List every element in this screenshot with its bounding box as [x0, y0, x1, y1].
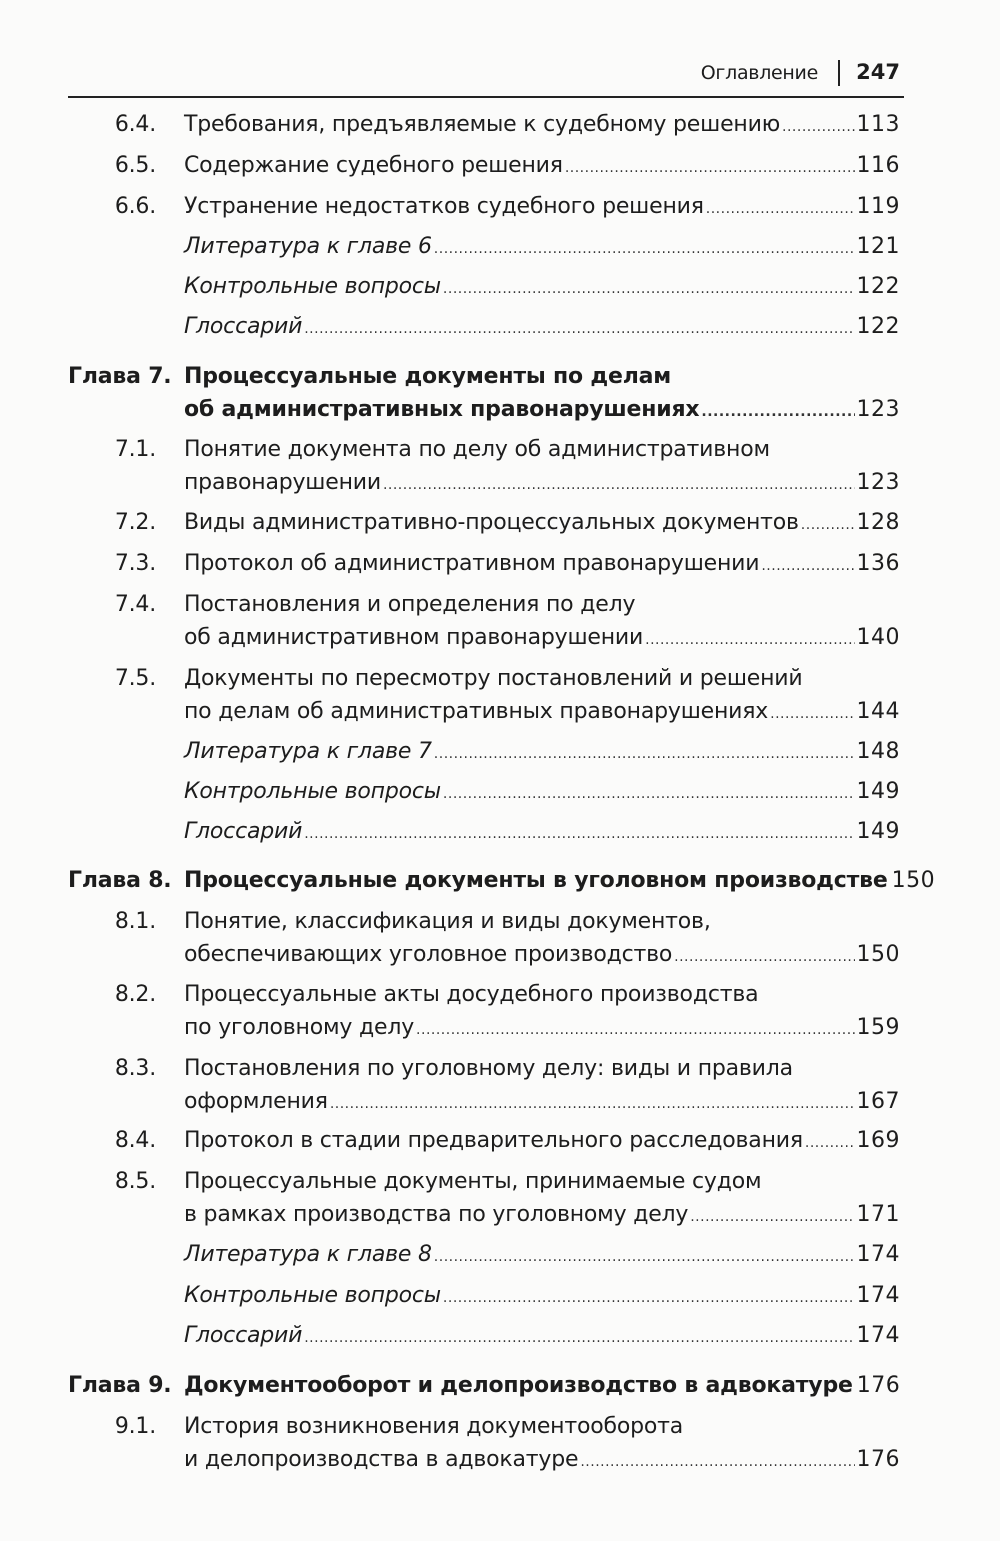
toc-entry-title: и делопроизводства в адвокатуре [184, 1447, 579, 1472]
toc-entry-page: 159 [856, 1015, 900, 1040]
toc-entry-title: Документы по пересмотру постановлений и решений [184, 666, 803, 691]
toc-entry-page: 122 [856, 274, 900, 299]
dot-leader [330, 1096, 855, 1112]
toc-entry-number: Глава 8. [68, 868, 172, 893]
toc-entry-page: 149 [856, 819, 900, 844]
toc-entry-number: 8.1. [114, 909, 156, 934]
dot-leader [782, 119, 854, 135]
toc-entry-number: 7.5. [114, 666, 156, 691]
dot-leader [801, 517, 855, 533]
toc-entry-title: Контрольные вопросы [184, 274, 441, 299]
toc-entry-title: правонарушении [184, 470, 381, 495]
toc-entry-page: 136 [856, 551, 900, 576]
toc-entry-number: 7.3. [114, 551, 156, 576]
dot-leader [706, 201, 855, 217]
header-separator [838, 60, 840, 86]
dot-leader [701, 404, 854, 420]
dot-leader [434, 241, 855, 257]
dot-leader [770, 706, 854, 722]
toc-entry-title: Процессуальные акты досудебного производства [184, 982, 759, 1007]
toc-entry-page: 116 [856, 153, 900, 178]
toc-entry-page: 150 [891, 868, 936, 893]
toc-entry-number: 7.2. [114, 510, 156, 535]
dot-leader [434, 746, 855, 762]
toc-entry-title: Понятие документа по делу об административном [184, 437, 770, 462]
toc-entry-title: Глоссарий [184, 819, 303, 844]
toc-entry-title: Литература к главе 8 [184, 1242, 432, 1267]
toc-entry-title: в рамках производства по уголовному делу [184, 1202, 689, 1227]
toc-entry-title: Устранение недостатков судебного решения [184, 194, 704, 219]
toc-entry-number: 8.2. [114, 982, 156, 1007]
toc-entry-page: 174 [856, 1323, 900, 1348]
toc-entry-title: об административном правонарушении [184, 625, 644, 650]
toc-entry-page: 167 [856, 1089, 900, 1114]
toc-entry-number: 7.4. [114, 592, 156, 617]
toc-entry-page: 123 [856, 397, 900, 422]
toc-entry-number: 7.1. [114, 437, 156, 462]
toc-entry-page: 149 [856, 779, 900, 804]
toc-entry-title: Протокол в стадии предварительного расследования [184, 1128, 803, 1153]
toc-entry-title: Требования, предъявляемые к судебному решению [184, 112, 781, 137]
toc-entry-title: по делам об административных правонарушениях [184, 699, 769, 724]
toc-entry-page: 113 [856, 112, 900, 137]
toc-entry-page: 176 [856, 1447, 900, 1472]
toc-entry-page: 176 [856, 1373, 901, 1398]
toc-entry-number: 6.4. [114, 112, 156, 137]
toc-entry-title: об административных правонарушениях [184, 397, 700, 422]
toc-entry-title: Глоссарий [184, 1323, 303, 1348]
dot-leader [434, 1249, 855, 1265]
toc-entry-page: 174 [856, 1283, 900, 1308]
toc-entry-title: Глоссарий [184, 314, 303, 339]
toc-entry-title: Контрольные вопросы [184, 1283, 441, 1308]
toc-entry-title: Процессуальные документы, принимаемые судом [184, 1169, 762, 1194]
running-header [68, 58, 904, 98]
dot-leader [304, 321, 854, 337]
dot-leader [304, 1330, 854, 1346]
toc-entry-page: 121 [856, 234, 900, 259]
toc-entry-page: 169 [856, 1128, 900, 1153]
dot-leader [443, 1290, 855, 1306]
dot-leader [645, 632, 854, 648]
toc-entry-page: 148 [856, 739, 900, 764]
toc-entry-title: Протокол об административном правонарушении [184, 551, 760, 576]
toc-entry-title: Виды административно-процессуальных документов [184, 510, 799, 535]
toc-entry-title: Контрольные вопросы [184, 779, 441, 804]
toc-entry-page: 128 [856, 510, 900, 535]
toc-entry-title: Процессуальные документы в уголовном производстве [184, 868, 888, 893]
toc-entry-title: Литература к главе 6 [184, 234, 432, 259]
toc-entry-title: Постановления и определения по делу [184, 592, 636, 617]
toc-entry-title: История возникновения документооборота [184, 1414, 684, 1439]
toc-entry-title: обеспечивающих уголовное производство [184, 942, 673, 967]
dot-leader [304, 826, 854, 842]
toc-entry-number: Глава 7. [68, 364, 172, 389]
toc-entry-page: 171 [856, 1202, 900, 1227]
dot-leader [565, 160, 855, 176]
toc-entry-page: 150 [856, 942, 900, 967]
page-number: 247 [856, 60, 900, 84]
header-title: Оглавление [700, 62, 818, 84]
toc-entry-number: 9.1. [114, 1414, 156, 1439]
toc-entry-title: Понятие, классификация и виды документов, [184, 909, 711, 934]
dot-leader [805, 1135, 855, 1151]
toc-entry-title: Литература к главе 7 [184, 739, 432, 764]
dot-leader [761, 558, 854, 574]
toc-entry-number: 6.5. [114, 153, 156, 178]
toc-entry-title: Содержание судебного решения [184, 153, 563, 178]
toc-entry-title: оформления [184, 1089, 328, 1114]
toc-entry-page: 144 [856, 699, 900, 724]
dot-leader [443, 281, 855, 297]
toc-entry-number: Глава 9. [68, 1373, 172, 1398]
toc-entry-number: 8.3. [114, 1056, 156, 1081]
dot-leader [443, 786, 855, 802]
dot-leader [580, 1454, 854, 1470]
dot-leader [383, 477, 855, 493]
toc-entry-page: 122 [856, 314, 900, 339]
toc-entry-page: 174 [856, 1242, 900, 1267]
toc-entry-page: 140 [856, 625, 900, 650]
dot-leader [416, 1022, 854, 1038]
toc-entry-number: 8.5. [114, 1169, 156, 1194]
toc-entry-title: Документооборот и делопроизводство в адвокатуре [184, 1373, 853, 1398]
dot-leader [674, 949, 854, 965]
toc-entry-title: Процессуальные документы по делам [184, 364, 672, 389]
toc-entry-page: 123 [856, 470, 900, 495]
toc-entry-page: 119 [856, 194, 900, 219]
toc-entry-number: 6.6. [114, 194, 156, 219]
toc-entry-number: 8.4. [114, 1128, 156, 1153]
dot-leader [690, 1209, 854, 1225]
toc-entry-title: Постановления по уголовному делу: виды и правила [184, 1056, 793, 1081]
toc-entry-title: по уголовному делу [184, 1015, 415, 1040]
